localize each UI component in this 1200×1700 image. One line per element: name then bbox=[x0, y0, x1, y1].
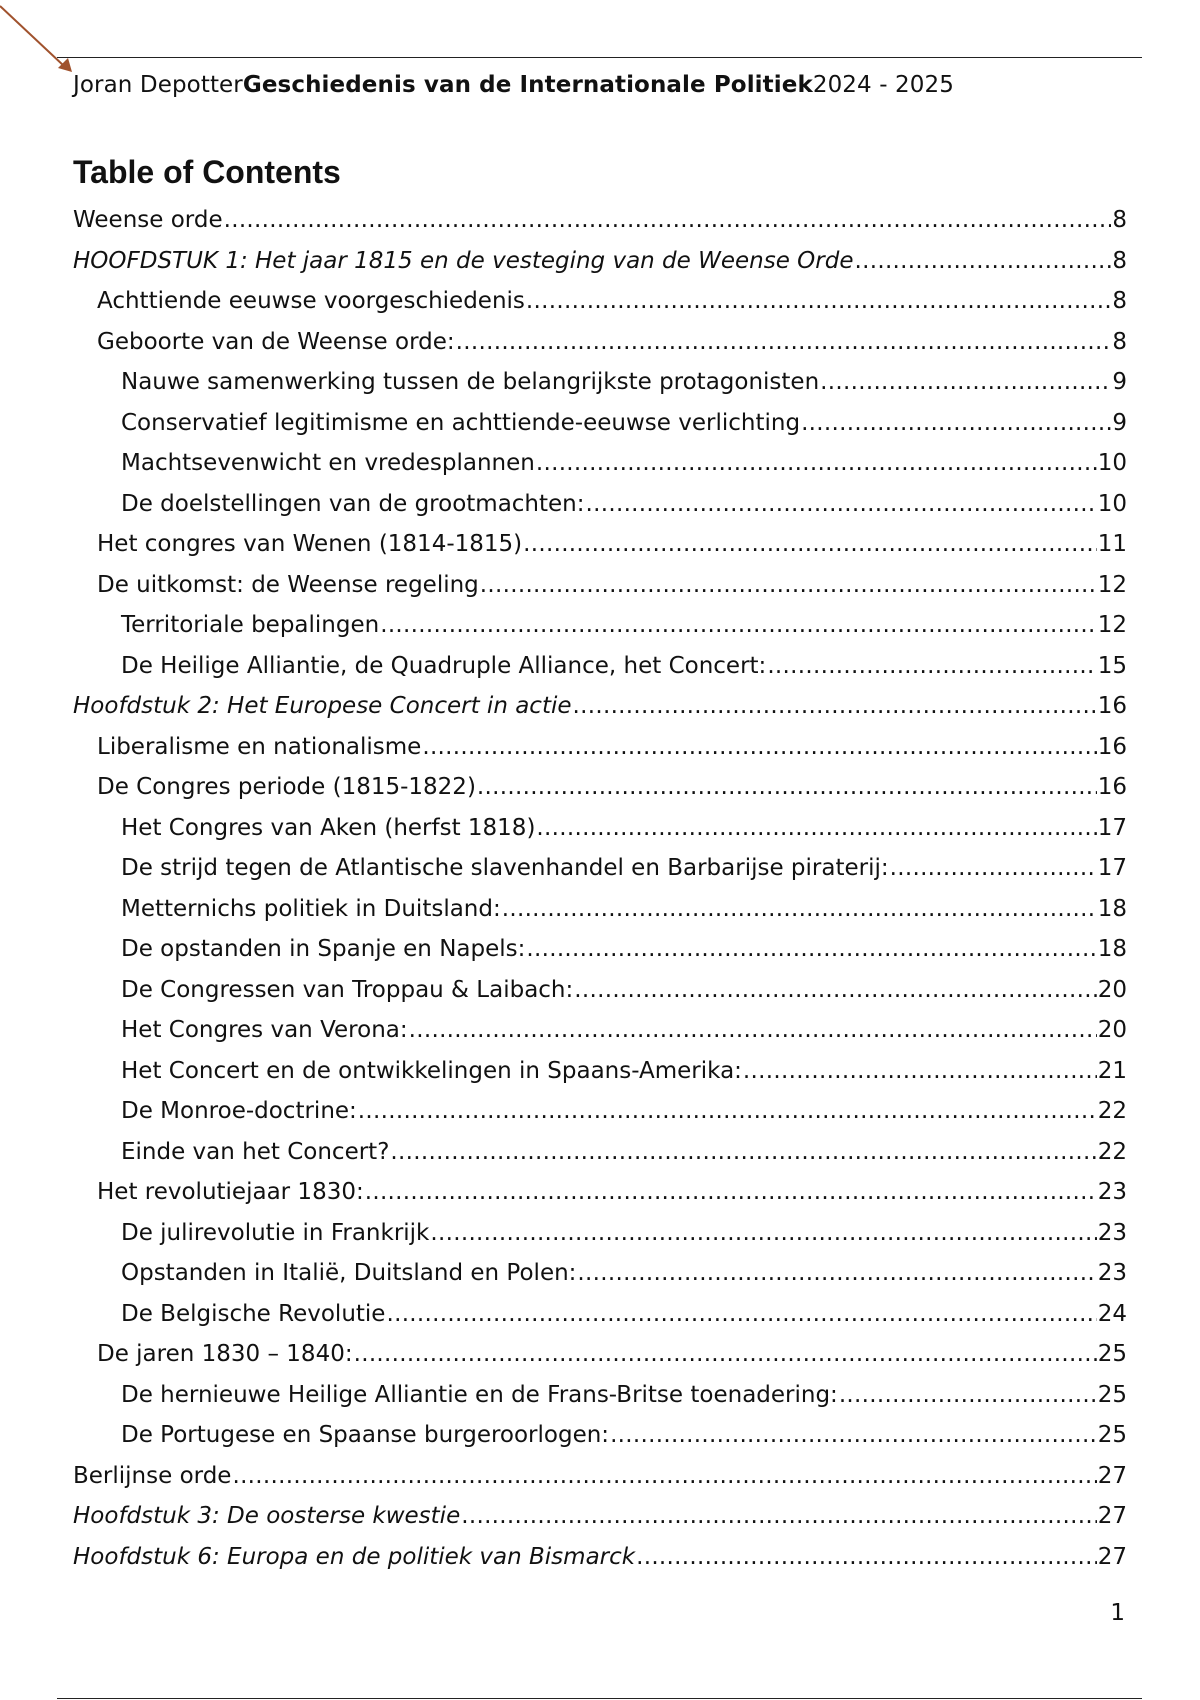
toc-entry[interactable] bbox=[73, 200, 1127, 241]
toc-entry[interactable] bbox=[73, 1051, 1127, 1092]
toc-leader-dots bbox=[743, 1051, 1097, 1092]
toc-entry[interactable] bbox=[73, 443, 1127, 484]
toc-entry[interactable] bbox=[73, 970, 1127, 1011]
page-header bbox=[73, 70, 954, 100]
toc-leader-dots bbox=[461, 1496, 1096, 1537]
toc-entry-page: 24 bbox=[1097, 1300, 1127, 1327]
toc-entry-text: Het Concert en de ontwikkelingen in Spaans-Amerika: bbox=[121, 1057, 742, 1084]
toc-entry[interactable] bbox=[73, 362, 1127, 403]
toc-entry-page: 10 bbox=[1097, 490, 1127, 517]
toc-entry-text: Metternichs politiek in Duitsland: bbox=[121, 895, 501, 922]
toc-entry-page: 8 bbox=[1112, 247, 1127, 274]
toc-entry-text: Einde van het Concert? bbox=[121, 1138, 390, 1165]
toc-entry-text: De uitkomst: de Weense regeling bbox=[97, 571, 479, 598]
toc-entry-page: 22 bbox=[1097, 1138, 1127, 1165]
toc-leader-dots bbox=[480, 565, 1097, 606]
toc-entry-page: 17 bbox=[1097, 855, 1127, 881]
toc-entry-text: De Congressen van Troppau & Laibach: bbox=[121, 976, 574, 1003]
toc-leader-dots bbox=[855, 241, 1112, 282]
toc-entry-page: 8 bbox=[1112, 288, 1127, 314]
toc-entry-page: 23 bbox=[1097, 1260, 1127, 1286]
toc-entry[interactable] bbox=[73, 1132, 1127, 1173]
toc-leader-dots bbox=[573, 686, 1097, 727]
toc-leader-dots bbox=[523, 524, 1097, 565]
toc-entry-text: De Belgische Revolutie bbox=[121, 1300, 386, 1327]
toc-entry-text: De jaren 1830 – 1840: bbox=[97, 1341, 353, 1367]
toc-entry[interactable] bbox=[73, 565, 1127, 606]
toc-entry-text: De Portugese en Spaanse burgeroorlogen: bbox=[121, 1422, 610, 1448]
toc-entry-text: Hoofdstuk 6: Europa en de politiek van Bismarck bbox=[73, 1543, 636, 1570]
toc-entry-text: Nauwe samenwerking tussen de belangrijkste protagonisten bbox=[121, 369, 820, 395]
toc-entry[interactable] bbox=[73, 1456, 1127, 1497]
header-author: Joran Depotter bbox=[73, 72, 243, 98]
toc-entry-text: Het Congres van Verona: bbox=[121, 1017, 408, 1043]
toc-entry-page: 27 bbox=[1097, 1543, 1127, 1570]
toc-leader-dots bbox=[354, 1334, 1097, 1375]
toc-entry-text: Territoriale bepalingen bbox=[121, 612, 380, 638]
toc-entry-text: Opstanden in Italië, Duitsland en Polen: bbox=[121, 1260, 577, 1286]
toc-entry-page: 27 bbox=[1097, 1462, 1127, 1489]
toc-entry[interactable] bbox=[73, 1010, 1127, 1051]
toc-entry[interactable] bbox=[73, 889, 1127, 930]
toc-entry[interactable] bbox=[73, 1253, 1127, 1294]
toc-leader-dots bbox=[536, 808, 1096, 849]
toc-entry-page: 25 bbox=[1097, 1341, 1127, 1367]
toc-leader-dots bbox=[390, 1132, 1096, 1173]
toc-entry[interactable] bbox=[73, 322, 1127, 363]
toc-leader-dots bbox=[820, 362, 1111, 403]
toc-entry-page: 23 bbox=[1097, 1219, 1127, 1246]
toc-entry-text: Conservatief legitimisme en achttiende-eeuwse verlichting bbox=[121, 409, 801, 436]
toc-entry-text: De doelstellingen van de grootmachten: bbox=[121, 490, 585, 517]
toc-entry[interactable] bbox=[73, 1334, 1127, 1375]
toc-entry-text: Hoofdstuk 2: Het Europese Concert in actie bbox=[73, 693, 572, 719]
toc-leader-dots bbox=[586, 484, 1097, 525]
toc-leader-dots bbox=[409, 1010, 1097, 1051]
toc-entry-text: De Heilige Alliantie, de Quadruple Alliance, het Concert: bbox=[121, 652, 767, 679]
toc-entry-text: Berlijnse orde bbox=[73, 1462, 232, 1489]
toc-entry-page: 11 bbox=[1097, 531, 1127, 557]
toc-entry[interactable] bbox=[73, 1091, 1127, 1132]
toc-entry-page: 27 bbox=[1097, 1503, 1127, 1529]
toc-entry-text: De strijd tegen de Atlantische slavenhandel en Barbarijse piraterij: bbox=[121, 855, 889, 881]
toc-entry-text: De Monroe-doctrine: bbox=[121, 1098, 357, 1124]
toc-entry[interactable] bbox=[73, 241, 1127, 282]
toc-leader-dots bbox=[422, 727, 1096, 768]
header-course: Geschiedenis van de Internationale Politiek bbox=[242, 72, 813, 98]
toc-leader-dots bbox=[456, 322, 1112, 363]
toc-entry-page: 20 bbox=[1097, 1017, 1127, 1043]
toc-entry-page: 16 bbox=[1097, 774, 1127, 800]
header-year: 2024 - 2025 bbox=[812, 72, 954, 98]
toc-leader-dots bbox=[610, 1415, 1097, 1456]
table-of-contents bbox=[73, 200, 1127, 1577]
toc-entry-page: 10 bbox=[1097, 450, 1127, 476]
toc-entry[interactable] bbox=[73, 1213, 1127, 1254]
toc-leader-dots bbox=[430, 1213, 1096, 1254]
page-number: 1 bbox=[1110, 1600, 1125, 1626]
toc-entry[interactable] bbox=[73, 281, 1127, 322]
toc-leader-dots bbox=[536, 443, 1097, 484]
toc-entry-page: 16 bbox=[1097, 733, 1127, 760]
toc-leader-dots bbox=[380, 605, 1097, 646]
toc-entry[interactable] bbox=[73, 1172, 1127, 1213]
toc-entry[interactable] bbox=[73, 403, 1127, 444]
toc-leader-dots bbox=[577, 1253, 1096, 1294]
toc-entry-text: Weense orde bbox=[73, 207, 223, 233]
toc-entry-text: De hernieuwe Heilige Alliantie en de Frans-Britse toenadering: bbox=[121, 1381, 838, 1408]
toc-leader-dots bbox=[386, 1294, 1096, 1335]
toc-entry-text: Het Congres van Aken (herfst 1818) bbox=[121, 814, 536, 841]
toc-entry-text: Machtsevenwicht en vredesplannen bbox=[121, 450, 535, 476]
toc-entry[interactable] bbox=[73, 524, 1127, 565]
toc-entry-text: De opstanden in Spanje en Napels: bbox=[121, 936, 526, 962]
toc-leader-dots bbox=[502, 889, 1097, 930]
toc-entry[interactable] bbox=[73, 1496, 1127, 1537]
toc-entry-page: 20 bbox=[1097, 976, 1127, 1003]
toc-entry-text: Hoofdstuk 3: De oosterse kwestie bbox=[73, 1503, 461, 1529]
toc-entry[interactable] bbox=[73, 1415, 1127, 1456]
toc-entry-page: 25 bbox=[1097, 1422, 1127, 1448]
toc-entry-text: Geboorte van de Weense orde: bbox=[97, 328, 455, 355]
toc-leader-dots bbox=[636, 1537, 1097, 1578]
toc-entry-page: 21 bbox=[1097, 1057, 1127, 1084]
toc-leader-dots bbox=[574, 970, 1096, 1011]
toc-entry-page: 18 bbox=[1097, 936, 1127, 962]
toc-leader-dots bbox=[232, 1456, 1096, 1497]
toc-entry-page: 12 bbox=[1097, 612, 1127, 638]
toc-entry[interactable] bbox=[73, 484, 1127, 525]
toc-leader-dots bbox=[526, 281, 1111, 322]
toc-leader-dots bbox=[365, 1172, 1097, 1213]
toc-entry-page: 25 bbox=[1097, 1381, 1127, 1408]
toc-entry-page: 18 bbox=[1097, 895, 1127, 922]
toc-entry[interactable] bbox=[73, 1537, 1127, 1578]
toc-leader-dots bbox=[890, 848, 1097, 889]
corner-arrow-icon bbox=[0, 0, 80, 80]
toc-entry-text: Het congres van Wenen (1814-1815) bbox=[97, 531, 523, 557]
toc-entry-page: 15 bbox=[1097, 652, 1127, 679]
toc-leader-dots bbox=[839, 1375, 1097, 1416]
toc-entry-page: 8 bbox=[1112, 328, 1127, 355]
toc-entry-text: De Congres periode (1815-1822) bbox=[97, 774, 476, 800]
toc-entry[interactable] bbox=[73, 929, 1127, 970]
toc-leader-dots bbox=[358, 1091, 1097, 1132]
toc-entry[interactable] bbox=[73, 808, 1127, 849]
toc-entry[interactable] bbox=[73, 1375, 1127, 1416]
toc-entry-page: 22 bbox=[1097, 1098, 1127, 1124]
toc-entry-page: 16 bbox=[1097, 693, 1127, 719]
toc-leader-dots bbox=[801, 403, 1111, 444]
toc-entry-text: Het revolutiejaar 1830: bbox=[97, 1179, 364, 1205]
toc-entry[interactable] bbox=[73, 605, 1127, 646]
toc-entry[interactable] bbox=[73, 1294, 1127, 1335]
toc-entry-page: 8 bbox=[1112, 207, 1127, 233]
toc-entry[interactable] bbox=[73, 727, 1127, 768]
toc-entry-page: 17 bbox=[1097, 814, 1127, 841]
footer-rule bbox=[57, 1698, 1142, 1699]
toc-title: Table of Contents bbox=[73, 154, 341, 190]
toc-leader-dots bbox=[477, 767, 1097, 808]
toc-entry-page: 9 bbox=[1112, 369, 1127, 395]
toc-entry-page: 9 bbox=[1112, 409, 1127, 436]
toc-leader-dots bbox=[767, 646, 1096, 687]
toc-entry-page: 23 bbox=[1097, 1179, 1127, 1205]
toc-entry[interactable] bbox=[73, 848, 1127, 889]
toc-leader-dots bbox=[224, 200, 1112, 241]
toc-entry[interactable] bbox=[73, 686, 1127, 727]
toc-entry-text: Achttiende eeuwse voorgeschiedenis bbox=[97, 288, 525, 314]
toc-leader-dots bbox=[526, 929, 1096, 970]
toc-entry-text: De julirevolutie in Frankrijk bbox=[121, 1219, 430, 1246]
toc-entry[interactable] bbox=[73, 646, 1127, 687]
toc-entry-text: Liberalisme en nationalisme bbox=[97, 733, 422, 760]
toc-entry-text: HOOFDSTUK 1: Het jaar 1815 en de vesteging van de Weense Orde bbox=[73, 247, 854, 274]
toc-entry-page: 12 bbox=[1097, 571, 1127, 598]
header-rule bbox=[57, 57, 1142, 58]
toc-entry[interactable] bbox=[73, 767, 1127, 808]
